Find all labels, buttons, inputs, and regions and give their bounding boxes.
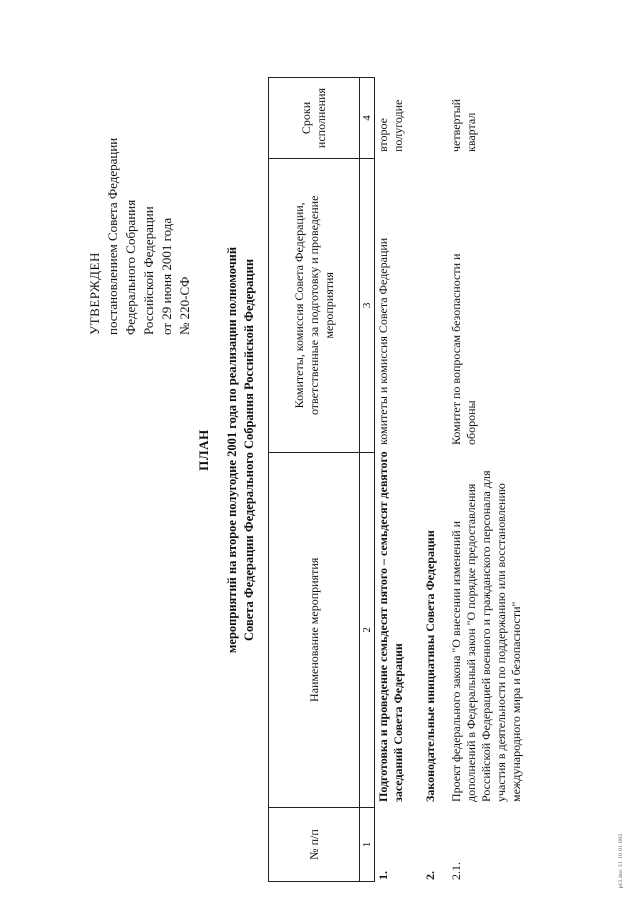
column-number: 3 (360, 159, 375, 453)
row-deadline (376, 100, 406, 152)
event-name-line: дополнений в Федеральный закон "О порядке предоставления (464, 483, 478, 802)
approval-line: УТВЕРЖДЕН (87, 252, 102, 335)
approval-line: Федерального Собрания (123, 199, 138, 335)
event-name-line: заседаний Совета Федерации (391, 643, 405, 802)
approval-line: постановлением Совета Федерации (105, 137, 120, 335)
deadline-line: квартал (464, 112, 478, 152)
document-title: ПЛАН (196, 429, 211, 471)
event-name-line: международного мира и безопасности" (509, 601, 523, 802)
header-event-name: Наименование мероприятия (269, 452, 360, 807)
row-event-name (423, 530, 438, 802)
responsible-line: Комитет по вопросам безопасности и (449, 253, 463, 445)
row-event-name (449, 471, 524, 803)
row-number: 2.1. (449, 862, 463, 880)
approval-line: Российской Федерации (141, 206, 156, 335)
deadline-line: полугодие (391, 99, 405, 152)
row-event-name (376, 451, 406, 802)
header-number: № п/п (269, 808, 360, 882)
event-name-line: участия в деятельности по поддержанию или восстановлению (494, 483, 508, 802)
row-number: 1. (376, 871, 390, 880)
header-responsible: Комитеты, комиссия Совета Федерации, ответственные за подготовку и проведение мероприятия (269, 159, 360, 453)
subtitle-line: Совета Федерации Федерального Собрания Российской Федерации (242, 258, 256, 642)
row-deadline (449, 99, 479, 152)
column-number: 2 (360, 452, 375, 807)
row-responsible (376, 238, 391, 445)
column-number: 4 (360, 78, 375, 159)
deadline-line: четвертый (449, 98, 463, 152)
column-number: 1 (360, 808, 375, 882)
responsible-line: обороны (464, 400, 478, 445)
header-deadline: Сроки исполнения (269, 78, 360, 159)
row-responsible (449, 254, 479, 445)
table-header-row (269, 78, 360, 882)
event-name-line: Российской Федерацией военного и гражданского персонала для (479, 470, 493, 802)
row-number: 2. (423, 871, 437, 880)
approval-block (86, 138, 194, 335)
subtitle-line: мероприятий на второе полугодие 2001 года по реализации полномочий (225, 246, 239, 654)
column-number-row (360, 78, 375, 882)
event-name-line: Проект федерального закона "О внесении изменений и (449, 520, 463, 802)
responsible-line: комитеты и комиссия Совета Федерации (376, 237, 390, 445)
plan-table (268, 77, 375, 882)
event-name-line: Законодательные инициативы Совета Федерации (423, 530, 437, 802)
deadline-line: второе (376, 118, 390, 152)
footer-code: pl3.doc 31 10 01 665 (618, 833, 624, 888)
event-name-line: Подготовка и проведение семьдесят пятого – семьдесят девятого (376, 451, 390, 802)
approval-line: № 220-СФ (177, 276, 192, 335)
approval-line: от 29 июня 2001 года (159, 217, 174, 335)
document-subtitle (224, 0, 258, 900)
